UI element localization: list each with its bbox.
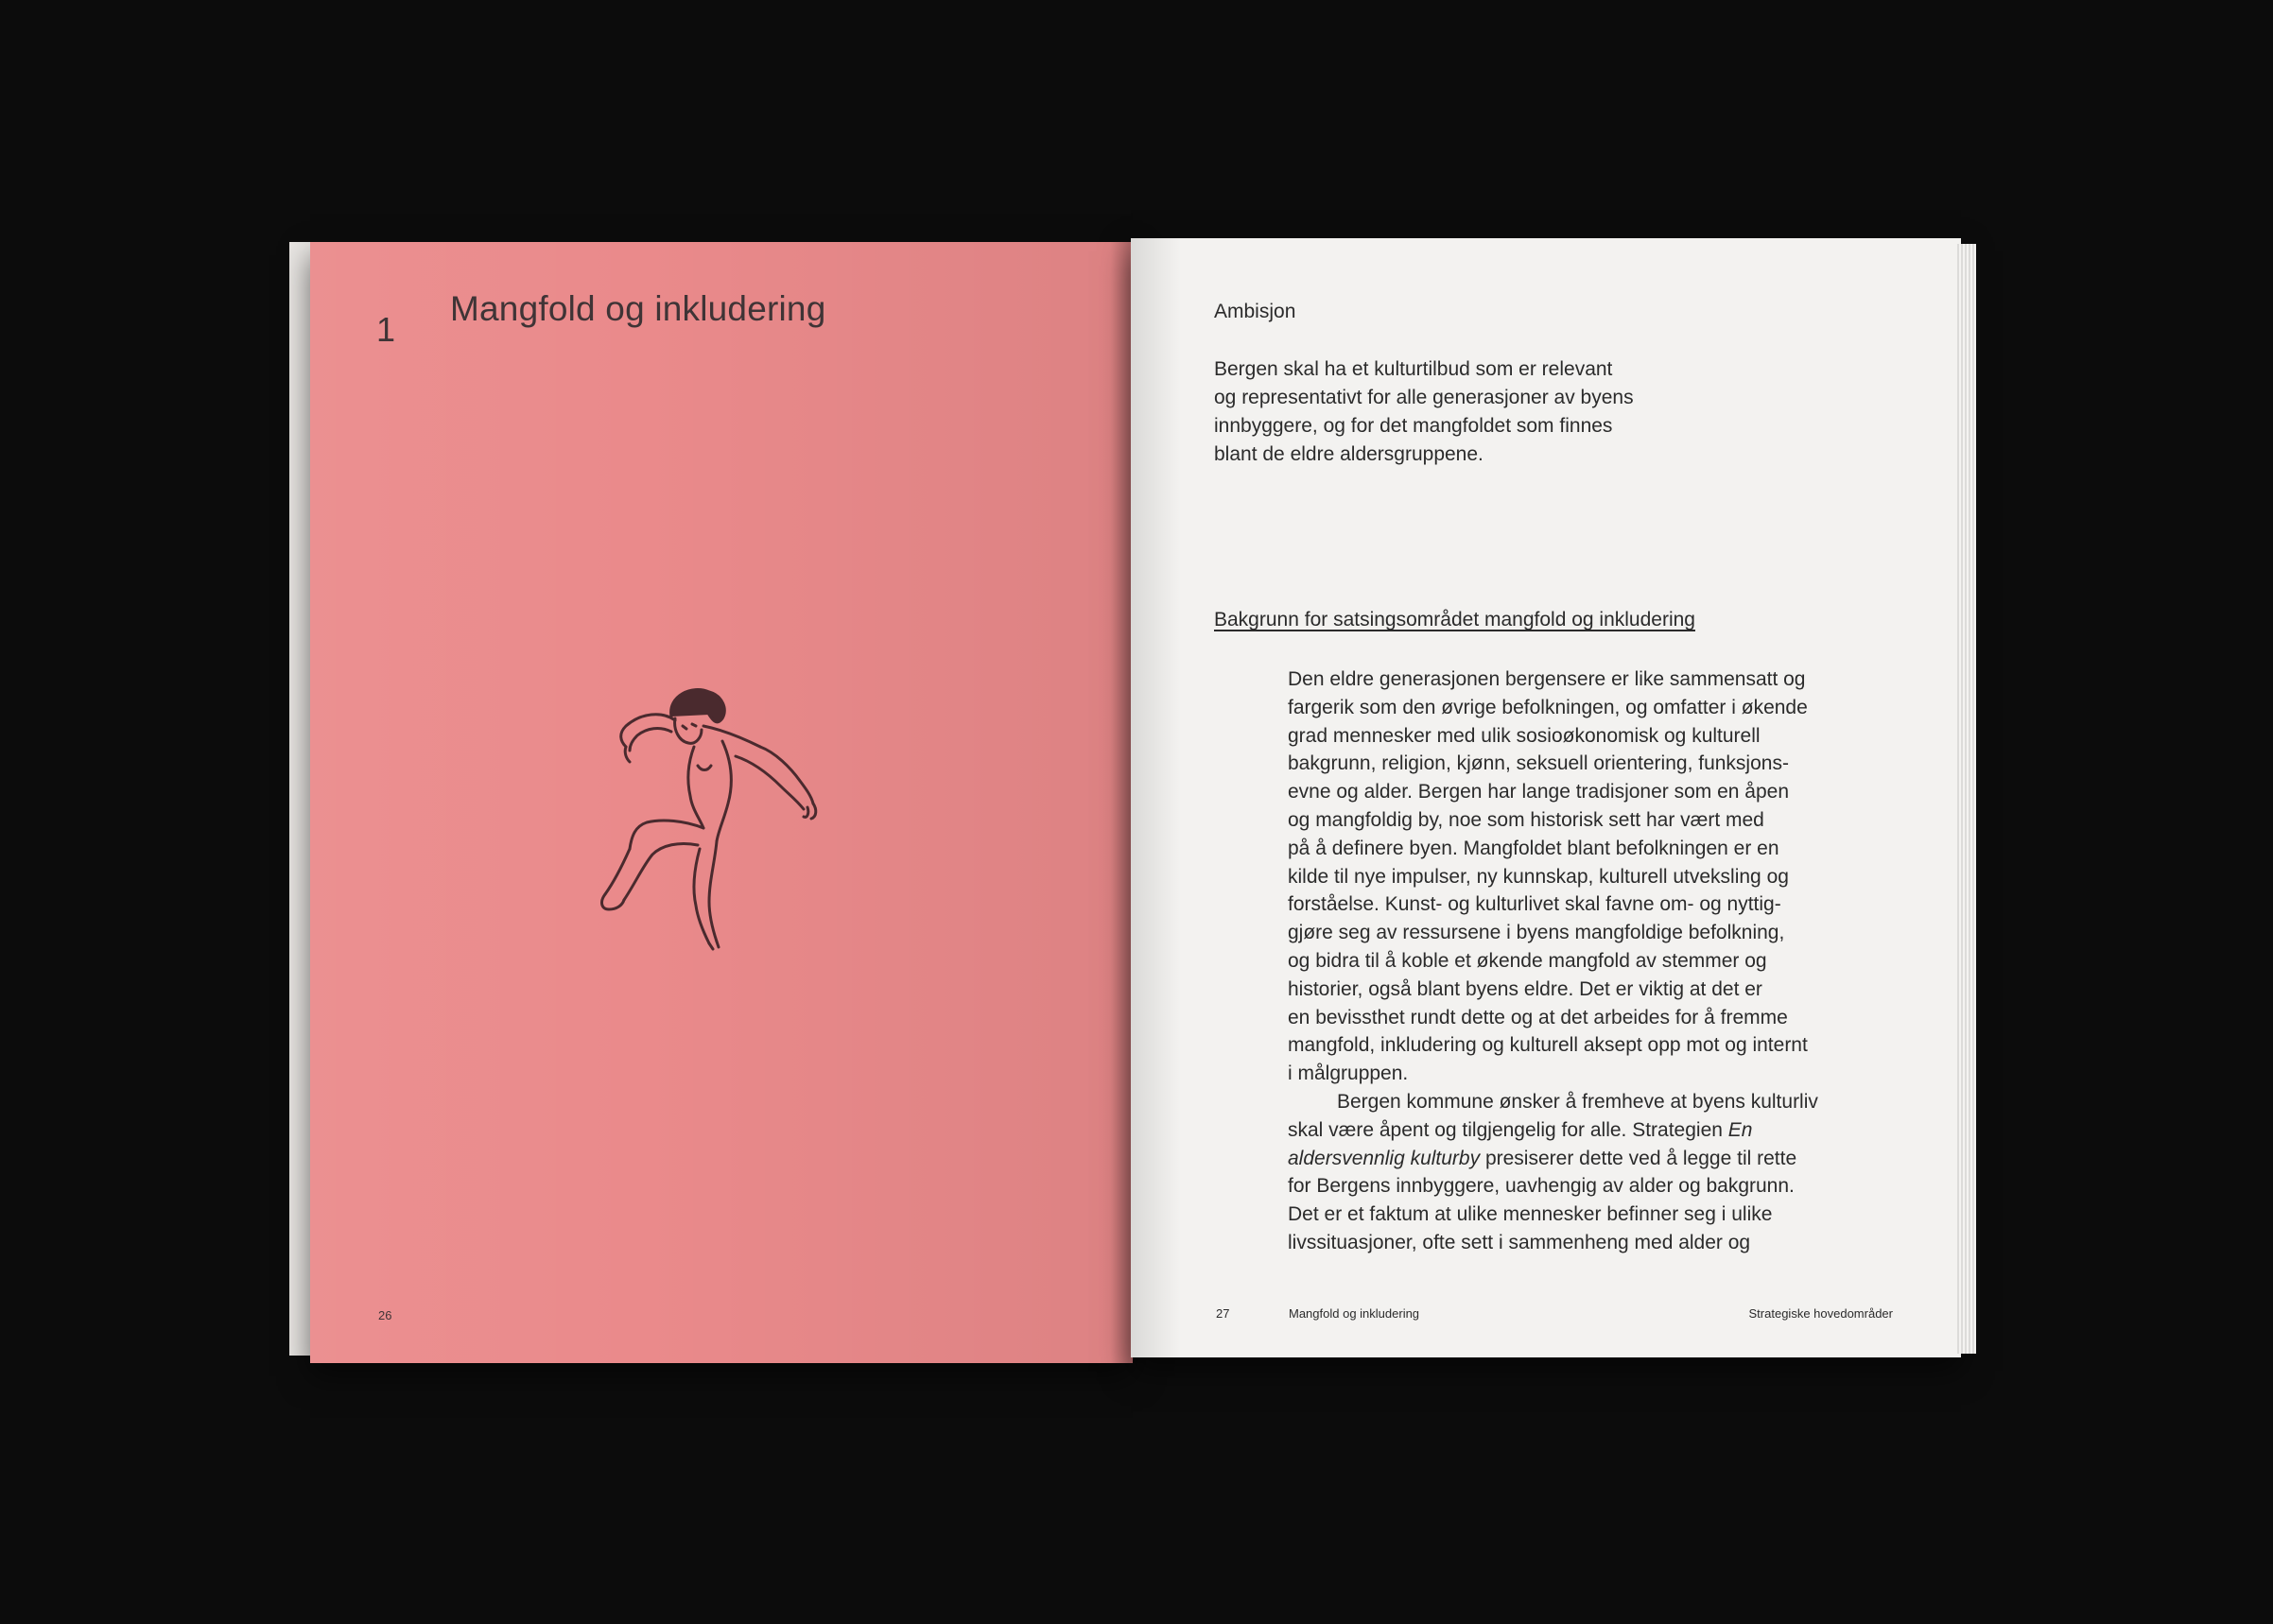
body-line: grad mennesker med ulik sosioøkonomisk og kulturell xyxy=(1288,724,1761,747)
body-line: mangfold, inkludering og kulturell aksept opp mot og internt xyxy=(1288,1034,1808,1057)
ambition-line: innbyggere, og for det mangfoldet som finnes xyxy=(1214,415,1613,437)
body-line: og mangfoldig by, noe som historisk sett har vært med xyxy=(1288,808,1764,831)
body-line xyxy=(1288,1145,1931,1173)
body-line: i målgruppen. xyxy=(1288,1063,1409,1085)
body-line: historier, også blant byens eldre. Det er viktig at det er xyxy=(1288,977,1762,1000)
body-line: en bevissthet rundt dette og at det arbeides for å fremme xyxy=(1288,1006,1788,1028)
chapter-title: Mangfold og inkludering xyxy=(450,289,826,328)
book-spread xyxy=(310,234,1978,1365)
body-text xyxy=(1288,665,1931,1257)
left-page-edge xyxy=(289,242,310,1356)
right-page xyxy=(1131,238,1961,1357)
body-line: og bidra til å koble et økende mangfold av stemmer og xyxy=(1288,949,1767,972)
body-line: Det er et faktum at ulike mennesker befinner seg i ulike xyxy=(1288,1203,1773,1226)
body-line: på å definere byen. Mangfoldet blant befolkningen er en xyxy=(1288,837,1779,859)
body-line: kilde til nye impulser, ny kunnskap, kulturell utveksling og xyxy=(1288,865,1789,888)
body-line: Den eldre generasjonen bergensere er like sammensatt og xyxy=(1288,668,1806,690)
ambition-line: og representativt for alle generasjoner av byens xyxy=(1214,387,1634,408)
ambition-line: Bergen skal ha et kulturtilbud som er relevant xyxy=(1214,358,1613,380)
body-text-run: presiserer dette ved å legge til rette xyxy=(1480,1147,1797,1169)
footer-part-name: Strategiske hovedområder xyxy=(1748,1306,1893,1321)
ambition-text xyxy=(1214,355,1744,469)
body-line: Bergen kommune ønsker å fremheve at byens kulturliv xyxy=(1337,1090,1818,1113)
right-page-number: 27 xyxy=(1216,1306,1230,1321)
body-line: forståelse. Kunst- og kulturlivet skal favne om- og nyttig- xyxy=(1288,893,1781,916)
strategy-title-italic: aldersvennlig kulturby xyxy=(1288,1147,1481,1169)
footer-section-name: Mangfold og inkludering xyxy=(1289,1306,1420,1321)
body-line: fargerik som den øvrige befolkningen, og omfatter i økende xyxy=(1288,696,1808,718)
chapter-number: 1 xyxy=(376,310,396,349)
dancing-figure-illustration xyxy=(581,667,826,951)
strategy-title-italic: En xyxy=(1727,1118,1753,1141)
left-page xyxy=(310,242,1133,1363)
left-page-number: 26 xyxy=(378,1308,392,1322)
body-line: livssituasjoner, ofte sett i sammenheng med alder og xyxy=(1288,1231,1751,1253)
body-line xyxy=(1288,1116,1931,1145)
ambition-heading: Ambisjon xyxy=(1214,301,1296,322)
ambition-line: blant de eldre aldersgruppene. xyxy=(1214,443,1484,465)
body-line: for Bergens innbyggere, uavhengig av alder og bakgrunn. xyxy=(1288,1175,1795,1198)
body-text-run: skal være åpent og tilgjengelig for alle. Strategien xyxy=(1288,1118,1728,1141)
body-line: gjøre seg av ressursene i byens mangfoldige befolkning, xyxy=(1288,922,1785,944)
body-line: bakgrunn, religion, kjønn, seksuell orientering, funksjons- xyxy=(1288,752,1789,775)
right-page-edge xyxy=(1957,244,1976,1354)
body-line: evne og alder. Bergen har lange tradisjoner som en åpen xyxy=(1288,781,1790,803)
section-subheading: Bakgrunn for satsingsområdet mangfold og inkludering xyxy=(1214,609,1695,631)
